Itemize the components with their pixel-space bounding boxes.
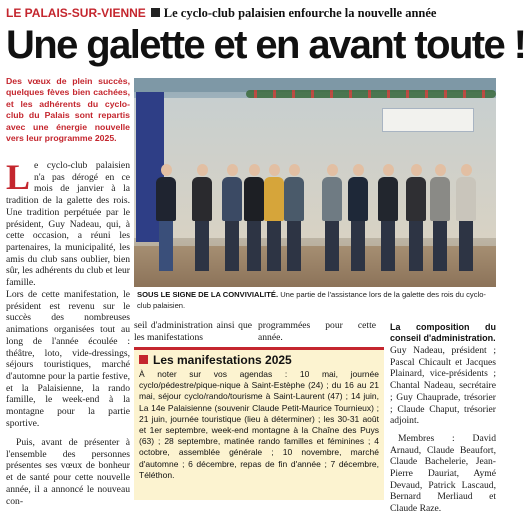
caption-label: SOUS LE SIGNE DE LA CONVIVIALITÉ.	[137, 290, 279, 299]
council-officers: Guy Nadeau, président ; Pascal Chicault et Jacques Plainard, vice-présidents ; Chantal Nadeau, secrétaire ; Guy Chauprade, trésorier ; Claude Chaput, trésorier adjoint.	[390, 345, 496, 427]
council-members: Membres : David Arnaud, Claude Beaufort, Claude Bachelerie, Jean-Pierre Dauriat, Aymé Devaud, Patrick Lascaud, Bernard Merliaud et Claude Raze.	[390, 432, 496, 515]
person-figure	[192, 164, 212, 271]
events-box	[134, 347, 384, 500]
body-paragraph-3: Puis, avant de présenter à l'ensemble des personnes présentes ses vœux de bonheur et de santé pour cette nouvelle année, il a annoncé le nouveau con-	[6, 437, 130, 507]
body-paragraph-1-text: e cyclo-club palaisien n'a pas dérogé en ce mois de janvier à la tradition de la galette des rois. Une tradition perpétuée par le président, Guy Nadeau, qui, à cette occasion, a réuni les partenaires, la municipalité, les amis du club sans oublier, bien sûr, les adhérents du club et leur famille.	[6, 160, 130, 289]
drop-cap: L	[6, 157, 31, 197]
person-figure	[322, 164, 342, 271]
person-figure	[284, 164, 304, 271]
body-continuation-col2: seil d'administration ainsi que les manifestations	[134, 320, 252, 343]
person-figure	[348, 164, 368, 271]
person-figure	[222, 164, 242, 271]
caption-text: Une partie de l'assistance lors de la galette des rois du cyclo-club palaisien.	[137, 290, 486, 310]
location-label: LE PALAIS-SUR-VIENNE	[6, 6, 146, 20]
person-figure	[156, 164, 176, 271]
person-figure	[430, 164, 450, 271]
events-box-body: À noter sur vos agendas : 10 mai, journée cyclo/pédestre/pique-nique à Saint-Estèphe (24) ; du 16 au 21 mai, séjour cyclo/rando/tourisme à Saint-Laurent (47) ; 14 juin, La 14e Palaisienne (souvenir Claude Petit-Maurice Tournieux) ; 21 juin, journée touristique (lieu à déterminer) ; les 30-31 août et 1er septembre, week-end montagne à la Chaîne des Puys (63) ; 28 septembre, matinée rando familles et féminines ; 4 octobre, assemblée générale ; 10 novembre, marché d'automne ; 6 décembre, repas de fin d'année ; 7 décembre, Téléthon.	[139, 369, 379, 480]
body-paragraph-1	[6, 157, 130, 289]
person-figure	[264, 164, 284, 271]
person-figure	[456, 164, 476, 271]
events-box-title: Les manifestations 2025	[153, 353, 292, 367]
headline: Une galette et en avant toute !	[6, 23, 525, 67]
person-figure	[406, 164, 426, 271]
person-figure	[244, 164, 264, 271]
rubric	[6, 4, 496, 20]
events-box-title-row	[139, 353, 379, 367]
body-paragraph-2: Lors de cette manifestation, le président est revenu sur le succès des nombreuses animations organisées tout au long de l'année écoulée : théâtre, loto, vide-dressings, séjours touristiques, marché d'automne pour la partie festive, et la Palaisienne, la rando famille, le week-end à la montagne pour la partie sportive.	[6, 289, 130, 429]
square-bullet-icon	[139, 355, 148, 364]
kicker: Le cyclo-club palaisien enfourche la nouvelle année	[163, 6, 437, 20]
square-bullet-icon	[151, 8, 160, 17]
lead-paragraph: Des vœux de plein succès, quelques fèves bien cachées, et les adhérents du cyclo-club du Palais sont repartis avec une énergie nouvelle vers leur programme 2025.	[6, 76, 130, 144]
wall-sign	[382, 108, 474, 132]
group-photo	[134, 78, 496, 287]
body-continuation-col3: programmées pour cette année.	[258, 320, 376, 343]
council-title: La composition du conseil d'administration.	[390, 322, 496, 343]
garland-decoration	[246, 90, 496, 98]
person-figure	[378, 164, 398, 271]
photo-caption	[134, 288, 496, 314]
council-sidebar	[390, 322, 496, 515]
